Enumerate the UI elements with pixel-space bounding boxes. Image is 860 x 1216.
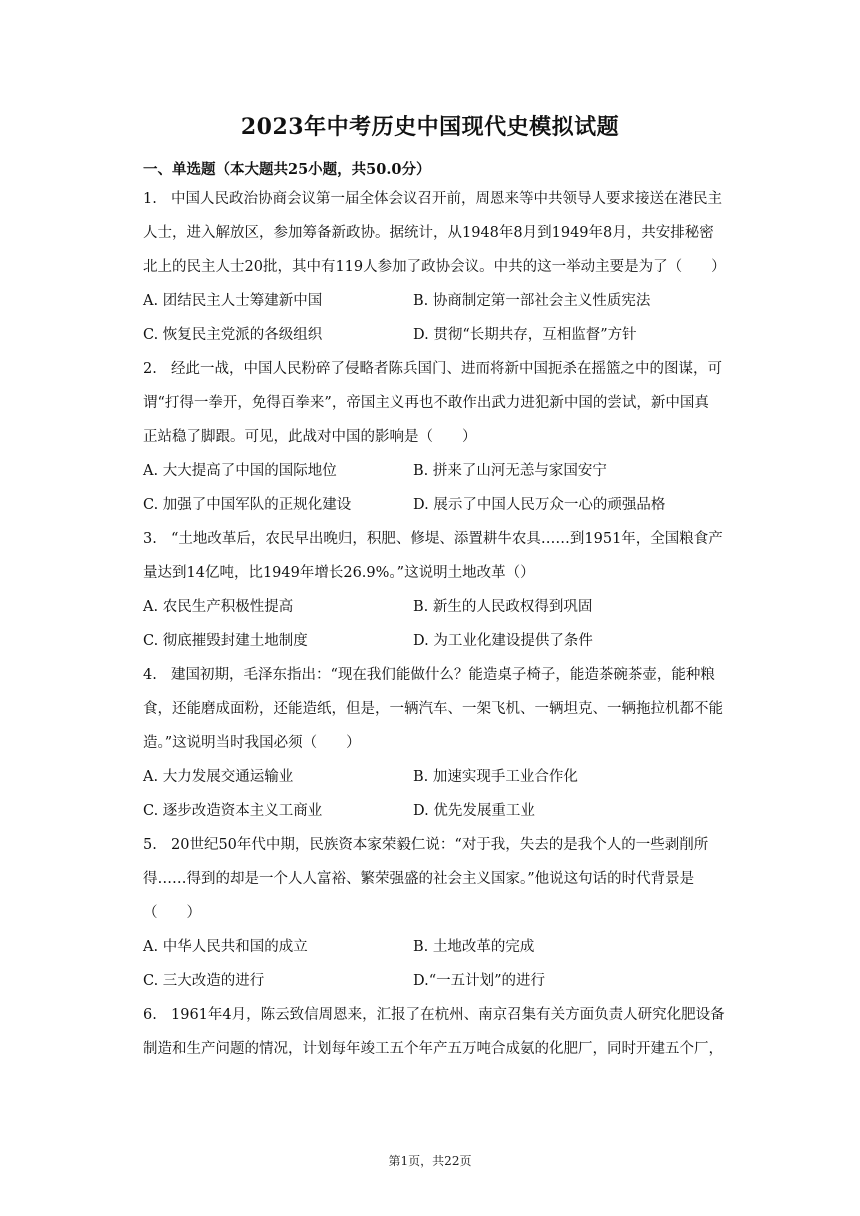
question-text-line — [143, 386, 753, 420]
option-d: D. 为工业化建设提供了条件 — [413, 633, 593, 649]
option-row — [143, 284, 753, 318]
option-row — [143, 318, 753, 352]
question-text-line — [143, 250, 753, 284]
question-5 — [143, 828, 753, 998]
option-c: C. 加强了中国军队的正规化建设 — [143, 497, 352, 513]
option-c: C. 逐步改造资本主义工商业 — [143, 803, 323, 819]
question-text-line — [143, 692, 753, 726]
option-a: A. 农民生产积极性提高 — [143, 599, 294, 615]
question-text: “土地改革后，农民早出晚归，积肥、修堤、添置耕牛农具……到1951年，全国粮食产 — [171, 531, 723, 547]
question-text: 造。”这说明当时我国必须（ ） — [143, 735, 361, 751]
question-number: 6. — [143, 1007, 157, 1023]
option-d: D. 优先发展重工业 — [413, 803, 535, 819]
question-2 — [143, 352, 753, 522]
question-number: 4. — [143, 667, 157, 683]
question-text: 1961年4月，陈云致信周恩来，汇报了在杭州、南京召集有关方面负责人研究化肥设备 — [171, 1007, 725, 1023]
question-text-line — [143, 522, 753, 556]
option-a: A. 大大提高了中国的国际地位 — [143, 463, 337, 479]
page-footer: 第1页，共22页 — [388, 1154, 472, 1168]
question-text-line — [143, 420, 753, 454]
option-c: C. 三大改造的进行 — [143, 973, 265, 989]
question-text-line — [143, 1032, 753, 1066]
question-text-line — [143, 658, 753, 692]
option-row — [143, 488, 753, 522]
option-a: A. 中华人民共和国的成立 — [143, 939, 308, 955]
question-text: 制造和生产问题的情况，计划每年竣工五个年产五万吨合成氨的化肥厂，同时开建五个厂， — [143, 1041, 723, 1057]
option-c: C. 彻底摧毁封建土地制度 — [143, 633, 308, 649]
question-text-line — [143, 828, 753, 862]
option-b: B. 协商制定第一部社会主义性质宪法 — [413, 293, 651, 309]
option-b: B. 土地改革的完成 — [413, 939, 535, 955]
question-text: 中国人民政治协商会议第一届全体会议召开前，周恩来等中共领导人要求接送在港民主 — [171, 191, 722, 207]
question-number: 1. — [143, 191, 157, 207]
question-text: 经此一战，中国人民粉碎了侵略者陈兵国门、进而将新中国扼杀在摇篮之中的图谋，可 — [171, 361, 722, 377]
option-c: C. 恢复民主党派的各级组织 — [143, 327, 323, 343]
question-number: 2. — [143, 361, 157, 377]
question-text: 谓“打得一拳开，免得百拳来”，帝国主义再也不敢作出武力进犯新中国的尝试，新中国真 — [143, 395, 709, 411]
question-text: 食，还能磨成面粉，还能造纸，但是，一辆汽车、一架飞机、一辆坦克、一辆拖拉机都不能 — [143, 701, 723, 717]
question-text: 人士，进入解放区，参加筹备新政协。据统计，从1948年8月到1949年8月，共安排秘密 — [143, 225, 714, 241]
question-number: 3. — [143, 531, 157, 547]
question-text-line — [143, 862, 753, 896]
option-row — [143, 964, 753, 998]
option-a: A. 团结民主人士筹建新中国 — [143, 293, 323, 309]
option-b: B. 新生的人民政权得到巩固 — [413, 599, 593, 615]
option-b: B. 加速实现手工业合作化 — [413, 769, 578, 785]
option-a: A. 大力发展交通运输业 — [143, 769, 294, 785]
option-d: D.“一五计划”的进行 — [413, 973, 546, 989]
question-number: 5. — [143, 837, 157, 853]
question-text-line — [143, 896, 753, 930]
question-1 — [143, 182, 753, 352]
question-text: （ ） — [143, 905, 201, 921]
page-title: 2023年中考历史中国现代史模拟试题 — [240, 114, 620, 140]
question-3 — [143, 522, 753, 658]
question-text: 得……得到的却是一个人人富裕、繁荣强盛的社会主义国家。”他说这句话的时代背景是 — [143, 871, 695, 887]
question-text: 20世纪50年代中期，民族资本家荣毅仁说：“对于我，失去的是我个人的一些剥削所 — [171, 837, 709, 853]
option-row — [143, 624, 753, 658]
option-d: D. 展示了中国人民万众一心的顽强品格 — [413, 497, 666, 513]
question-text-line — [143, 216, 753, 250]
question-6 — [143, 998, 753, 1066]
option-row — [143, 794, 753, 828]
question-text-line — [143, 182, 753, 216]
question-list — [143, 182, 753, 1066]
option-row — [143, 760, 753, 794]
question-4 — [143, 658, 753, 828]
option-b: B. 拼来了山河无恙与家国安宁 — [413, 463, 607, 479]
question-text: 北上的民主人士20批，其中有119人参加了政协会议。中共的这一举动主要是为了（ ） — [143, 259, 726, 275]
section-heading: 一、单选题（本大题共25小题，共50.0分） — [143, 161, 431, 178]
question-text-line — [143, 556, 753, 590]
question-text: 量达到14亿吨，比1949年增长26.9%。”这说明土地改革（） — [143, 565, 535, 581]
option-row — [143, 590, 753, 624]
question-text-line — [143, 352, 753, 386]
question-text: 建国初期，毛泽东指出：“现在我们能做什么？能造桌子椅子，能造茶碗茶壶，能种粮 — [171, 667, 715, 683]
question-text-line — [143, 998, 753, 1032]
option-d: D. 贯彻“长期共存，互相监督”方针 — [413, 327, 637, 343]
question-text-line — [143, 726, 753, 760]
question-text: 正站稳了脚跟。可见，此战对中国的影响是（ ） — [143, 429, 477, 445]
option-row — [143, 454, 753, 488]
option-row — [143, 930, 753, 964]
